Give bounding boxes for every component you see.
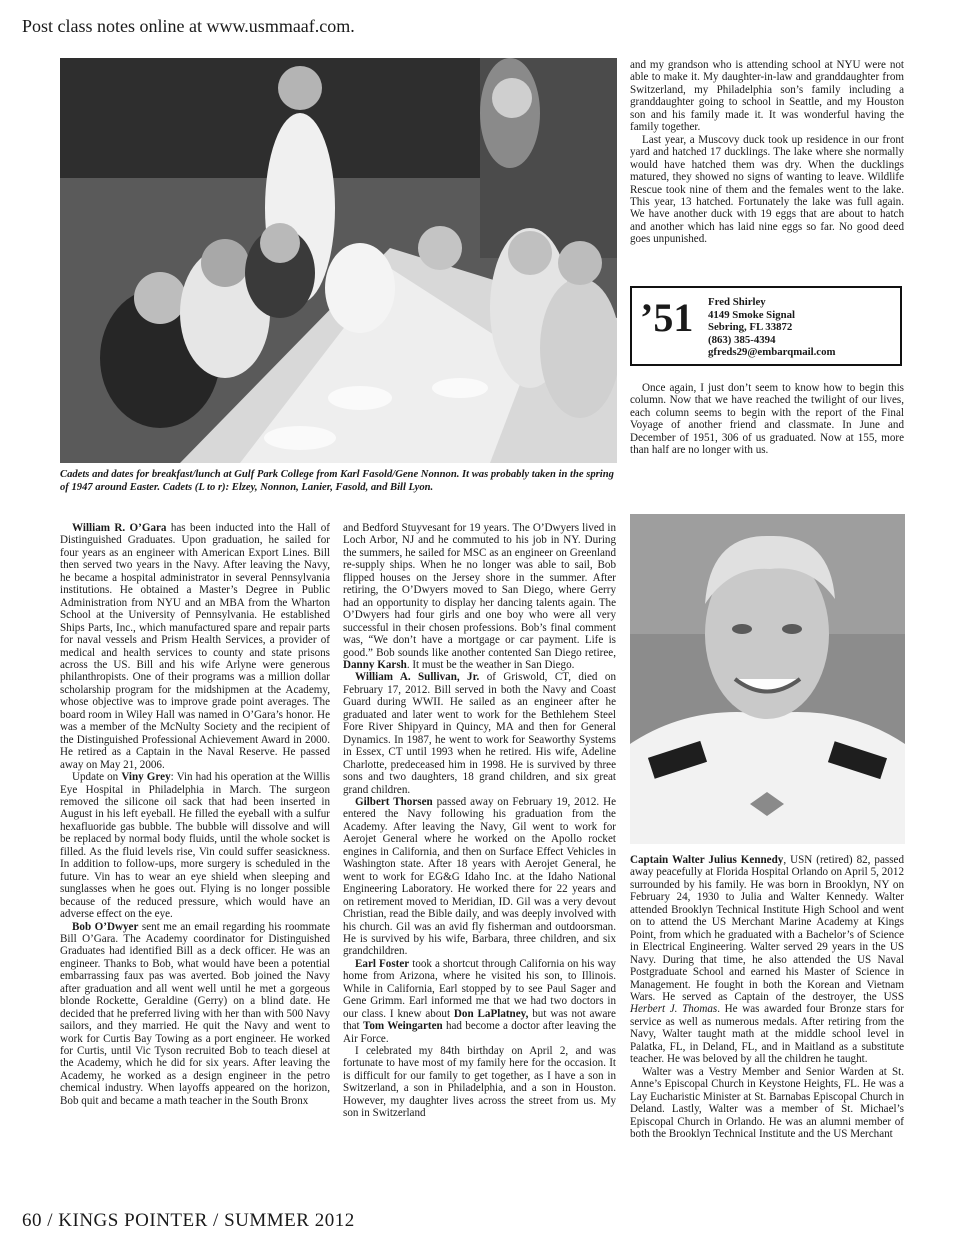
name-kennedy: Captain Walter Julius Kennedy [630, 854, 784, 866]
name-laplatney: Don LaPlatney, [453, 1007, 529, 1020]
text-ogara: has been inducted into the Hall of Distinguished Graduates. Upon graduation, he sailed for four years as an engineer with American Export Lines. Bill then served two years in the Navy. After leaving the Navy, he became a hospital administrator in several Pennsylvania institutions. He obtained a Master’s Degree in Public Administration from NYU and an MBA from the Wharton School at the University of Pennsylvania. He established Ships Parts, Inc., which manufactured spare and repair parts for naval vessels and Prism Health Services, a provider of medical and health services to county and state prisons across the US. Bill and his wife Arlyne were generous philanthropists. One of their programs was a million dollar scholarship program for the midshipmen at the Academy, whose objective was to improve grade point averages. The board room in Wiley Hall was named in O’Gara’s honor. He was a member of the McNulty Society and the recipient of the Distinguished Professional Achievement Award in 2000. He retired as a Captain in the Naval Reserve. He passed away on May 21, 2006. [60, 522, 330, 771]
text-grey-pre: Update on [72, 771, 122, 784]
text-sullivan: of Griswold, CT, died on February 17, 2012. Bill served in both the Navy and Coast Guard during WWII. He sailed as an engineer after he graduated and later went to work for the Bethlehem Steel Fore River Shipyard in Quincy, MA and then for General Dynamics. In 1987, he went to work for Seaworthy Systems in Essex, CT until 1993 when he retired. His wife, Adeline Charlotte, predeceased him in 1998. He is survived by three sons and two daughters, 18 grand children, and six great grand children. [343, 671, 616, 796]
name-ogara: William R. O’Gara [72, 522, 167, 534]
photo-caption: Cadets and dates for breakfast/lunch at Gulf Park College from Karl Fasold/Gene Nonnon. It was probably taken in the spring of 1947 around Easter. Cadets (L to r): Elzey, Nonnon, Lanier, Fasold, and Bill Lyon. [60, 469, 614, 493]
secretary-phone: (863) 385-4394 [708, 333, 776, 346]
ship-name: Herbert J. Thomas [630, 1003, 718, 1016]
text-birthday: I celebrated my 84th birthday on April 2, and was fortunate to have most of my family here for the occasion. It is difficult for our family to get together, as I have a son in Switzerland, a son in Philadelphia, and a son in Houston. However, my daughter lives across the street from us. My son in Switzerland [343, 1045, 616, 1120]
column-3-intro [630, 382, 904, 457]
column-3-top [630, 59, 904, 246]
secretary-city: Sebring, FL 33872 [708, 321, 793, 334]
class-year: ’51 [640, 295, 694, 340]
class-contact-box [630, 286, 902, 366]
paragraph-grey [60, 771, 330, 920]
text-odwyer: sent me an email regarding his roommate Bill O’Gara. The Academy coordinator for Distinguished Graduates had identified Bill as a deck officer. He was an engineer. Thanks to Bob, what would have been a potential embarrassing faux pas was averted. Bob joined the Navy after graduation and all went well until he met a gorgeous blonde Rockette, Geraldine (Gerry) on a blind date. He decided that he preferred living with her than with 500 Navy sailors, and they married. He quit the Navy and went to work for Curtis Bay Towing as a port engineer. He worked for Curtis, until Vic Tyson recruited Bob to teach diesel at the Academy, which he did for six years. After leaving the Academy, he worked as a design engineer in the petro chemical industry. When layoffs appeared on the horizon, Bob quit and became a math teacher in the South Bronx [60, 920, 330, 1107]
text-foster-tail2: had become a doctor after leaving the Air Force. [343, 1020, 616, 1045]
name-foster: Earl Foster [355, 957, 410, 970]
secretary-email[interactable]: gfreds29@embarqmail.com [708, 346, 836, 359]
paragraph-ogara [60, 522, 330, 771]
text-thorsen: passed away on February 19, 2012. He entered the Navy following his graduation from the Academy. After leaving the Navy, Gil went to work for Aerojet General where he worked on the Apollo rocket engines in California, and then on Surface Effect Vehicles in Washington state. After 18 years with Aerojet General, he went to work for EG&G Idaho Inc. at the Idaho National Engineering Laboratory. He worked there for 22 years and on retirement moved to Meridian, ID. Gil was a very devout Christian, read the Bible daily, and was deeply involved with his church. Gil was an avid fly fisherman and outdoorsman. He is survived by his wife, Barbara, three children, and six grandchildren. [343, 795, 616, 958]
paragraph-foster [343, 958, 616, 1045]
class-secretary-address [708, 296, 836, 359]
column-3-bottom [630, 854, 904, 1140]
name-weingarten: Tom Weingarten [362, 1020, 443, 1033]
paragraph-kennedy [630, 854, 904, 1066]
page-footer: 60 / KINGS POINTER / SUMMER 2012 [22, 1210, 355, 1231]
name-sullivan: William A. Sullivan, Jr. [355, 671, 480, 684]
text-odwyer-tail: . It must be the weather in San Diego. [406, 658, 575, 671]
page-header: Post class notes online at www.usmmaaf.com. [22, 16, 355, 36]
secretary-name: Fred Shirley [708, 296, 766, 308]
kennedy-portrait [630, 514, 905, 844]
kennedy-portrait-image [630, 514, 905, 844]
group-photo [60, 58, 617, 463]
text-kennedy-tail: . He was awarded four Bronze stars for service as well as numerous medals. After retiring from the Navy, Walter taught math at the middle school level in Palatka, FL, in Deland, FL, and in Maitland as a substitute teacher. He was beloved by all the children he taught. [630, 1003, 904, 1066]
paragraph-kennedy-church: Walter was a Vestry Member and Senior Warden at St. Anne’s Episcopal Church in Keystone Heights, FL. He was a Lay Eucharistic Minister at St. Barnabas Episcopal Church in Deland. Lastly, Walter was a member of St. Michael’s Episcopal Church in Orlando. He was an alumni member of both the Brooklyn Technical Institute and the US Merchant [630, 1065, 904, 1140]
group-photo-image [60, 58, 617, 463]
paragraph-thorsen [343, 796, 616, 958]
paragraph-odwyer [60, 921, 330, 1108]
text-grey: : Vin had his operation at the Willis Eye Hospital in Philadelphia in March. The surgeon removed the silicone oil sack that had been inserted in August in his left eyeball. He filled the eyeball with a sulfur hexafluoride gas bubble. The bubble will dissolve and will be replaced by normal body fluids, until the whole socket is filled. As the fluid levels rise, Vin could suffer seasickness. In addition to follow-ups, more surgery is scheduled in the future. Vin has to wear an eye shield when sleeping and sunglasses when he goes out. Flying is no longer possible because of the reduced pressure, which would have an adverse effect on the eye. [60, 771, 330, 921]
column-2 [343, 522, 616, 1120]
name-grey: Viny Grey [121, 771, 171, 784]
text-odwyer-cont: and Bedford Stuyvesant for 19 years. The O’Dwyers lived in Loch Arbor, NJ and he commuted to his job in NY. During the summers, he sailed for MSC as an engineer on Greenland re-supply ships. When he no longer was able to sail, Bob flipped houses on the Jersey shore in the summer. After retiring, the O’Dwyers moved to San Diego, where Gerry had an opportunity to display her dancing talents again. The O’Dwyers had four girls and one boy who were all very successful in their chosen professions. Bob’s final comment was, “We don’t have a mortgage or car payment. Life is good.” Bob sounds like another contented San Diego retiree, [343, 522, 616, 659]
paragraph-intro: Once again, I just don’t seem to know how to begin this column. Now that we have reached the twilight of our lives, each column seems to begin with the report of the Final Voyage of another friend and classmate. In June and December of 1951, 306 of us graduated. Now at 155, more than half are no longer with us. [630, 382, 904, 457]
column-1 [60, 522, 330, 1107]
text-foster-tail: but was not aware that [343, 1007, 616, 1033]
paragraph-duck: Last year, a Muscovy duck took up residence in our front yard and hatched 17 ducklings. The lake where she normally would have hatched them was dry. When the ducklings matured, they showed no signs of wanting to leave. Wildlife Rescue took nine of them and the females went to the lake. This year, 13 hatched. Fortunately the lake was full again. We have another duck with 19 eggs that are about to hatch and another which has laid nine eggs so far. No good deed goes unpunished. [630, 133, 904, 246]
name-thorsen: Gilbert Thorsen [355, 795, 433, 808]
paragraph-family: and my grandson who is attending school at NYU were not able to make it. My daughter-in-law and granddaughter from Switzerland, my Philadelphia son’s family including a granddaughter going to school in Seattle, and my Houston son and his family made it. It was wonderful having the family together. [630, 59, 904, 134]
paragraph-odwyer-cont [343, 522, 616, 671]
secretary-street: 4149 Smoke Signal [708, 308, 795, 321]
text-foster: took a shortcut through California on his way home from Arizona, where he visited his son, to Illinois. While in California, Earl stopped by to see Paul Sager and Gene Grimm. Earl informed me that we had two doctors in our class. I knew about [343, 957, 616, 1020]
name-karsh: Danny Karsh [343, 658, 407, 671]
text-kennedy: , USN (retired) 82, passed away peacefully at Florida Hospital Orlando on April 5, 2012 surrounded by his family. He was born in Brooklyn, NY on February 24, 1930 to Julia and Walter Kennedy. Walter attended Brooklyn Technical Institute High School and went on to attend the US Merchant Marine Academy at Kings Point, from which he graduated with a Bachelor’s of Science in Electrical Engineering. Walter served 29 years in the US Navy. During that time, he also attended the US Naval Postgraduate School and earned his Master of Science in Management. He fought in both the Korean and Vietnam Wars. He served as Captain of the destroyer, the USS [630, 854, 904, 1003]
name-odwyer: Bob O’Dwyer [72, 920, 139, 933]
paragraph-sullivan [343, 671, 616, 796]
paragraph-birthday [343, 1045, 616, 1120]
